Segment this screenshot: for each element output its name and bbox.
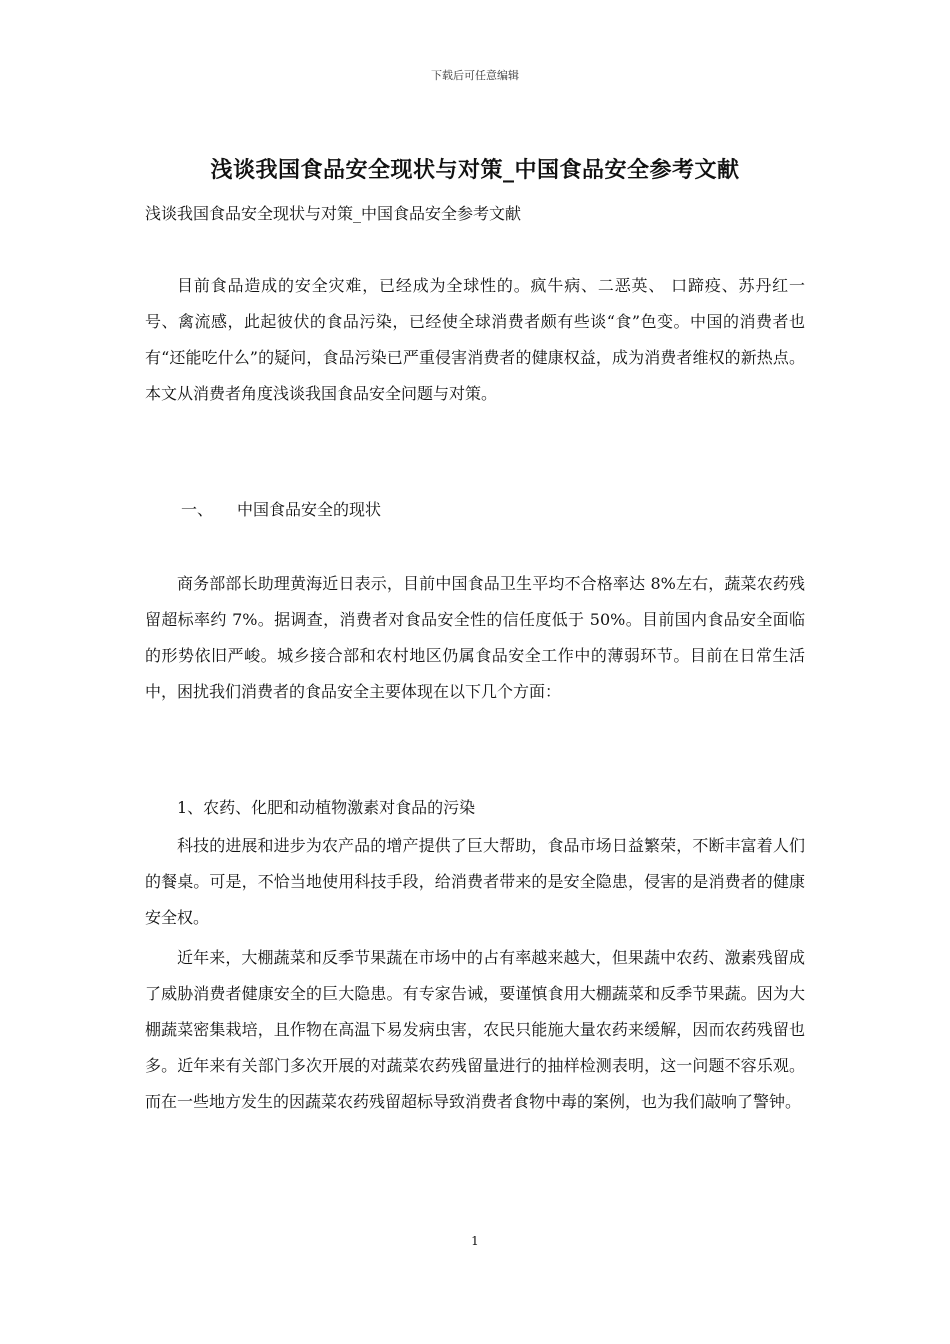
- intro-paragraph: 目前食品造成的安全灾难，已经成为全球性的。疯牛病、二恶英、 口蹄疫、苏丹红一号、禽流感，此起彼伏的食品污染，已经使全球消费者颇有些谈“食”色变。中国的消费者也有“还能吃什么”的疑问，食品污染已严重侵害消费者的健康权益，成为消费者维权的新热点。本文从消费者角度浅谈我国食品安全问题与对策。: [145, 276, 805, 403]
- document-title: 浅谈我国食品安全现状与对策_中国食品安全参考文献: [210, 157, 740, 183]
- subsection-paragraph-1: 科技的进展和进步为农产品的增产提供了巨大帮助，食品市场日益繁荣，不断丰富着人们的餐桌。可是，不恰当地使用科技手段，给消费者带来的是安全隐患，侵害的是消费者的健康安全权。: [145, 836, 805, 927]
- document-subtitle: 浅谈我国食品安全现状与对策_中国食品安全参考文献: [145, 204, 522, 223]
- section-title: 中国食品安全的现状: [237, 500, 382, 519]
- section-number: 一、: [181, 500, 214, 519]
- subsection-heading: 1、农药、化肥和动植物激素对食品的污染: [177, 798, 476, 817]
- section-heading: [145, 492, 841, 528]
- section-paragraph: 商务部部长助理黄海近日表示，目前中国食品卫生平均不合格率达 8%左右，蔬菜农药残留超标率约 7%。据调查，消费者对食品安全性的信任度低于 50%。目前国内食品安全面临的形势依旧严峻。城乡接合部和农村地区仍属食品安全工作中的薄弱环节。目前在日常生活中，困扰我们消费者的食品安全主要体现在以下几个方面：: [145, 574, 805, 701]
- page-number: 1: [471, 1234, 479, 1248]
- subsection-paragraph-2: 近年来，大棚蔬菜和反季节果蔬在市场中的占有率越来越大，但果蔬中农药、激素残留成了威胁消费者健康安全的巨大隐患。有专家告诫，要谨慎食用大棚蔬菜和反季节果蔬。因为大棚蔬菜密集栽培，且作物在高温下易发病虫害，农民只能施大量农药来缓解，因而农药残留也多。近年来有关部门多次开展的对蔬菜农药残留量进行的抽样检测表明，这一问题不容乐观。而在一些地方发生的因蔬菜农药残留超标导致消费者食物中毒的案例，也为我们敲响了警钟。: [145, 948, 805, 1111]
- header-note: 下载后可任意编辑: [431, 69, 519, 82]
